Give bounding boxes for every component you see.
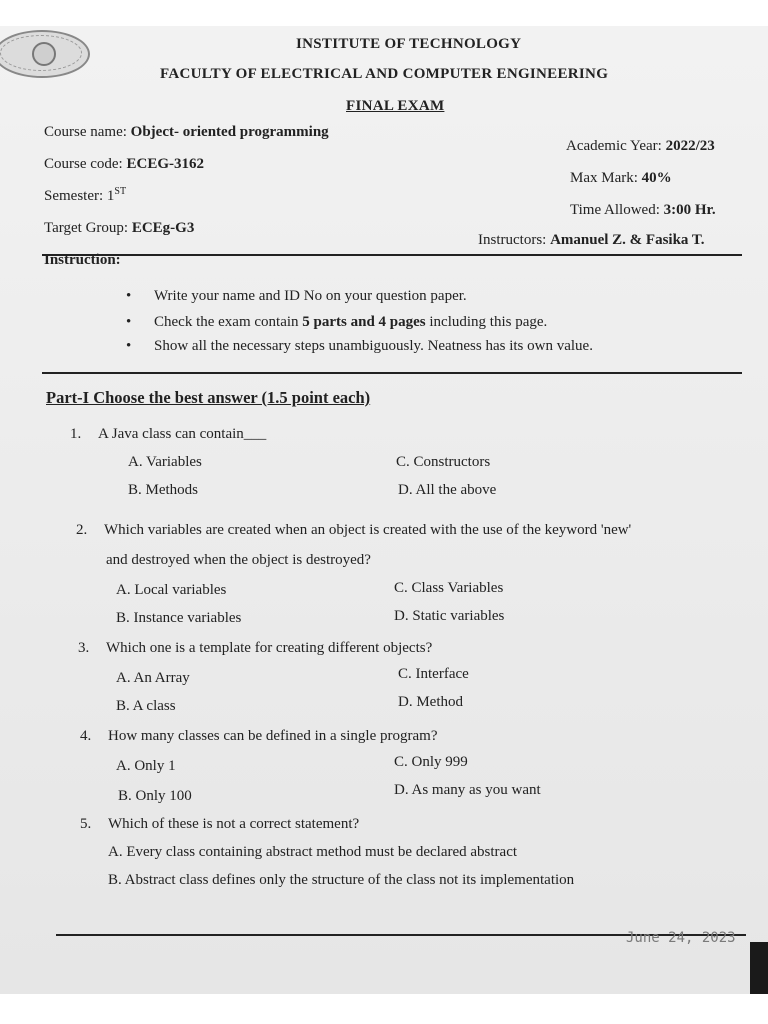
question-3: 3. Which one is a template for creating different objects?: [78, 640, 433, 656]
instruction-item: • Check the exam contain 5 parts and 4 pages including this page.: [126, 314, 548, 330]
q4-option-d: D. As many as you want: [394, 782, 541, 798]
course-name: Course name: Object- oriented programming: [44, 124, 329, 140]
q2-option-a: A. Local variables: [116, 582, 227, 598]
part1-title: Part-I Choose the best answer (1.5 point each): [46, 388, 371, 407]
academic-year: Academic Year: 2022/23: [566, 138, 715, 154]
target-group: Target Group: ECEg-G3: [44, 220, 195, 236]
instructors: Instructors: Amanuel Z. & Fasika T.: [478, 232, 705, 248]
q5-option-a: A. Every class containing abstract method must be declared abstract: [108, 844, 518, 860]
q1-option-c: C. Constructors: [396, 454, 491, 470]
institute-logo-icon: [0, 30, 90, 78]
question-1: 1. A Java class can contain___: [70, 426, 267, 442]
instruction-title: Instruction:: [44, 252, 121, 268]
q2-option-c: C. Class Variables: [394, 580, 504, 596]
question-4: 4. How many classes can be defined in a single program?: [80, 728, 438, 744]
q5-option-b: B. Abstract class defines only the structure of the class not its implementation: [108, 872, 575, 888]
exam-title: FINAL EXAM: [346, 98, 445, 114]
q3-option-c: C. Interface: [398, 666, 469, 682]
instruction-item: • Write your name and ID Nο on your question paper.: [126, 288, 467, 304]
q1-option-b: B. Methods: [128, 482, 199, 498]
time-allowed: Time Allowed: 3:00 Hr.: [570, 202, 716, 218]
max-mark: Max Mark: 40%: [570, 170, 672, 186]
q1-option-a: A. Variables: [128, 454, 202, 470]
q2-option-b: B. Instance variables: [116, 610, 242, 626]
page-edge-shadow: [750, 942, 768, 994]
question-2-continued: and destroyed when the object is destroyed?: [106, 552, 371, 568]
instruction-item: • Show all the necessary steps unambiguously. Neatness has its own value.: [126, 338, 593, 354]
q3-option-a: A. An Array: [116, 670, 190, 686]
semester: Semester: 1ST: [44, 186, 127, 204]
q4-option-a: A. Only 1: [116, 758, 176, 774]
institute-name: INSTITUTE OF TECHNOLOGY: [296, 36, 522, 52]
header-divider: [42, 254, 742, 256]
q3-option-d: D. Method: [398, 694, 463, 710]
q3-option-b: B. A class: [116, 698, 176, 714]
faculty-name: FACULTY OF ELECTRICAL AND COMPUTER ENGINEERING: [160, 66, 609, 82]
question-5: 5. Which of these is not a correct statement?: [80, 816, 360, 832]
q2-option-d: D. Static variables: [394, 608, 505, 624]
instruction-divider: [42, 372, 742, 374]
question-2: 2. Which variables are created when an object is created with the use of the keyword 'new': [76, 522, 632, 538]
exam-paper: [0, 26, 768, 994]
q4-option-c: C. Only 999: [394, 754, 468, 770]
footer-date: June 24, 2023: [626, 930, 736, 946]
course-code: Course code: ECEG-3162: [44, 156, 204, 172]
q1-option-d: D. All the above: [398, 482, 497, 498]
q4-option-b: B. Only 100: [118, 788, 192, 804]
